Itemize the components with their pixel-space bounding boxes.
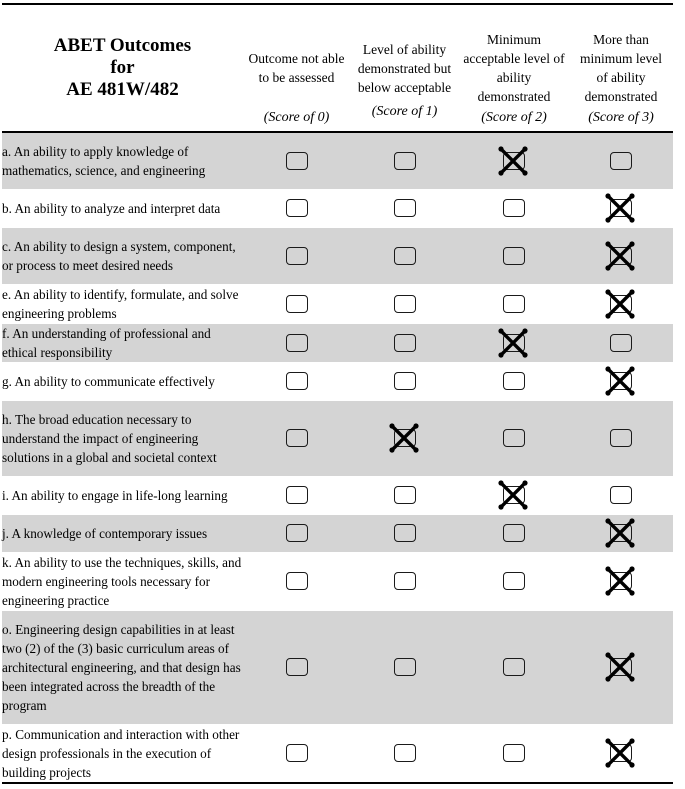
outcome-description: k. An ability to use the techniques, skills, and modern engineering tools necessary for engineering practice bbox=[2, 552, 243, 610]
score-2-cell bbox=[459, 724, 569, 783]
x-mark-icon bbox=[605, 652, 635, 682]
outcome-description: g. An ability to communicate effectively bbox=[2, 362, 243, 400]
column-header-label: More than minimum level of ability demonstrated bbox=[579, 32, 663, 104]
score-3-cell bbox=[569, 284, 673, 323]
score-0-cell bbox=[243, 476, 350, 514]
score-3-cell bbox=[569, 552, 673, 610]
score-0-checkbox[interactable] bbox=[286, 572, 308, 590]
score-3-checkbox[interactable] bbox=[610, 295, 632, 313]
score-2-checkbox[interactable] bbox=[503, 372, 525, 390]
score-1-cell bbox=[350, 227, 459, 284]
score-3-cell bbox=[569, 227, 673, 284]
outcome-rows bbox=[2, 132, 673, 783]
score-2-checkbox[interactable] bbox=[503, 152, 525, 170]
table-row bbox=[2, 189, 673, 227]
score-2-checkbox[interactable] bbox=[503, 572, 525, 590]
title-line-3: AE 481W/482 bbox=[66, 79, 179, 100]
score-2-cell bbox=[459, 552, 569, 610]
score-3-checkbox[interactable] bbox=[610, 334, 632, 352]
score-2-checkbox[interactable] bbox=[503, 658, 525, 676]
score-2-cell bbox=[459, 400, 569, 476]
score-1-checkbox[interactable] bbox=[394, 486, 416, 504]
table-row bbox=[2, 227, 673, 284]
score-2-checkbox[interactable] bbox=[503, 334, 525, 352]
score-2-cell bbox=[459, 189, 569, 227]
score-2-checkbox[interactable] bbox=[503, 524, 525, 542]
score-3-cell bbox=[569, 362, 673, 400]
score-2-cell bbox=[459, 284, 569, 323]
score-3-cell bbox=[569, 189, 673, 227]
table-row bbox=[2, 323, 673, 362]
x-mark-icon bbox=[605, 738, 635, 768]
score-0-cell bbox=[243, 284, 350, 323]
column-header-label: Level of ability demonstrated but below acceptable bbox=[357, 41, 452, 95]
score-3-cell bbox=[569, 400, 673, 476]
abet-outcomes-table bbox=[2, 3, 673, 784]
score-0-cell bbox=[243, 132, 350, 189]
table-row bbox=[2, 724, 673, 783]
column-header-label: Minimum acceptable level of ability demonstrated bbox=[463, 32, 565, 104]
score-3-cell bbox=[569, 132, 673, 189]
score-0-cell bbox=[243, 552, 350, 610]
score-3-cell bbox=[569, 476, 673, 514]
outcome-description: b. An ability to analyze and interpret data bbox=[2, 189, 243, 227]
score-2-checkbox[interactable] bbox=[503, 295, 525, 313]
score-3-cell bbox=[569, 514, 673, 552]
score-0-checkbox[interactable] bbox=[286, 524, 308, 542]
score-0-cell bbox=[243, 514, 350, 552]
table-row bbox=[2, 610, 673, 724]
score-3-checkbox[interactable] bbox=[610, 199, 632, 217]
x-mark-icon bbox=[498, 328, 528, 358]
score-0-checkbox[interactable] bbox=[286, 372, 308, 390]
title-line-1: ABET Outcomes bbox=[53, 35, 192, 56]
column-header-score: (Score of 3) bbox=[588, 110, 654, 125]
score-3-checkbox[interactable] bbox=[610, 572, 632, 590]
x-mark-icon bbox=[605, 241, 635, 271]
column-header-score: (Score of 1) bbox=[371, 104, 438, 119]
score-0-checkbox[interactable] bbox=[286, 199, 308, 217]
score-3-checkbox[interactable] bbox=[610, 429, 632, 447]
x-mark-icon bbox=[389, 423, 419, 453]
score-3-checkbox[interactable] bbox=[610, 744, 632, 762]
column-header-score-1 bbox=[350, 4, 459, 132]
column-header-score: (Score of 2) bbox=[481, 110, 547, 125]
score-1-checkbox[interactable] bbox=[394, 429, 416, 447]
score-2-cell bbox=[459, 476, 569, 514]
x-mark-icon bbox=[605, 566, 635, 596]
x-mark-icon bbox=[498, 480, 528, 510]
score-2-cell bbox=[459, 362, 569, 400]
score-1-checkbox[interactable] bbox=[394, 372, 416, 390]
score-1-checkbox[interactable] bbox=[394, 199, 416, 217]
score-1-checkbox[interactable] bbox=[394, 524, 416, 542]
outcome-description: j. A knowledge of contemporary issues bbox=[2, 514, 243, 552]
outcome-description: i. An ability to engage in life-long learning bbox=[2, 476, 243, 514]
score-1-checkbox[interactable] bbox=[394, 572, 416, 590]
table-row bbox=[2, 552, 673, 610]
score-2-cell bbox=[459, 610, 569, 724]
score-0-cell bbox=[243, 323, 350, 362]
score-3-checkbox[interactable] bbox=[610, 247, 632, 265]
score-2-checkbox[interactable] bbox=[503, 486, 525, 504]
score-0-cell bbox=[243, 400, 350, 476]
table-row bbox=[2, 132, 673, 189]
table-row bbox=[2, 476, 673, 514]
column-header-score-0 bbox=[243, 4, 350, 132]
score-2-cell bbox=[459, 514, 569, 552]
score-3-checkbox[interactable] bbox=[610, 152, 632, 170]
score-3-cell bbox=[569, 610, 673, 724]
score-1-checkbox[interactable] bbox=[394, 658, 416, 676]
outcome-description: c. An ability to design a system, component, or process to meet desired needs bbox=[2, 227, 243, 284]
table-header-row bbox=[2, 4, 673, 132]
score-1-checkbox[interactable] bbox=[394, 295, 416, 313]
score-3-checkbox[interactable] bbox=[610, 372, 632, 390]
score-0-cell bbox=[243, 610, 350, 724]
score-2-checkbox[interactable] bbox=[503, 429, 525, 447]
table-row bbox=[2, 362, 673, 400]
score-2-checkbox[interactable] bbox=[503, 247, 525, 265]
score-2-cell bbox=[459, 132, 569, 189]
table-row bbox=[2, 400, 673, 476]
outcome-description: e. An ability to identify, formulate, and solve engineering problems bbox=[2, 284, 243, 323]
score-0-checkbox[interactable] bbox=[286, 486, 308, 504]
score-1-cell bbox=[350, 476, 459, 514]
outcome-description: o. Engineering design capabilities in at least two (2) of the (3) basic curriculum areas of architectural engineering, and that design has been integrated across the breadth of the program bbox=[2, 610, 243, 724]
score-0-checkbox[interactable] bbox=[286, 295, 308, 313]
score-1-cell bbox=[350, 724, 459, 783]
score-3-cell bbox=[569, 724, 673, 783]
title-line-2: for bbox=[110, 57, 135, 78]
x-mark-icon bbox=[605, 193, 635, 223]
score-3-cell bbox=[569, 323, 673, 362]
score-1-cell bbox=[350, 552, 459, 610]
column-header-score-3 bbox=[569, 4, 673, 132]
x-mark-icon bbox=[605, 518, 635, 548]
score-0-checkbox[interactable] bbox=[286, 744, 308, 762]
score-3-checkbox[interactable] bbox=[610, 486, 632, 504]
score-0-cell bbox=[243, 189, 350, 227]
score-0-cell bbox=[243, 724, 350, 783]
score-1-checkbox[interactable] bbox=[394, 744, 416, 762]
score-2-cell bbox=[459, 323, 569, 362]
table-row bbox=[2, 514, 673, 552]
outcome-description: h. The broad education necessary to understand the impact of engineering solutions in a global and societal context bbox=[2, 400, 243, 476]
score-2-checkbox[interactable] bbox=[503, 744, 525, 762]
score-3-checkbox[interactable] bbox=[610, 524, 632, 542]
form-title bbox=[2, 4, 243, 132]
score-0-checkbox[interactable] bbox=[286, 247, 308, 265]
score-1-cell bbox=[350, 514, 459, 552]
score-1-cell bbox=[350, 323, 459, 362]
score-0-checkbox[interactable] bbox=[286, 334, 308, 352]
score-1-checkbox[interactable] bbox=[394, 334, 416, 352]
score-0-checkbox[interactable] bbox=[286, 429, 308, 447]
table-row bbox=[2, 284, 673, 323]
score-1-cell bbox=[350, 284, 459, 323]
score-1-checkbox[interactable] bbox=[394, 247, 416, 265]
score-1-cell bbox=[350, 400, 459, 476]
column-header-label: Outcome not able to be assessed bbox=[248, 51, 345, 85]
score-2-cell bbox=[459, 227, 569, 284]
score-1-cell bbox=[350, 189, 459, 227]
score-0-checkbox[interactable] bbox=[286, 658, 308, 676]
score-3-checkbox[interactable] bbox=[610, 658, 632, 676]
column-header-score: (Score of 0) bbox=[263, 110, 330, 125]
score-1-cell bbox=[350, 362, 459, 400]
score-1-cell bbox=[350, 610, 459, 724]
x-mark-icon bbox=[605, 366, 635, 396]
outcome-description: p. Communication and interaction with other design professionals in the execution of building projects bbox=[2, 724, 243, 783]
x-mark-icon bbox=[498, 146, 528, 176]
score-0-cell bbox=[243, 227, 350, 284]
score-1-cell bbox=[350, 132, 459, 189]
x-mark-icon bbox=[605, 289, 635, 319]
score-1-checkbox[interactable] bbox=[394, 152, 416, 170]
score-2-checkbox[interactable] bbox=[503, 199, 525, 217]
score-0-checkbox[interactable] bbox=[286, 152, 308, 170]
outcome-description: f. An understanding of professional and ethical responsibility bbox=[2, 323, 243, 362]
outcome-description: a. An ability to apply knowledge of mathematics, science, and engineering bbox=[2, 132, 243, 189]
score-0-cell bbox=[243, 362, 350, 400]
column-header-score-2 bbox=[459, 4, 569, 132]
